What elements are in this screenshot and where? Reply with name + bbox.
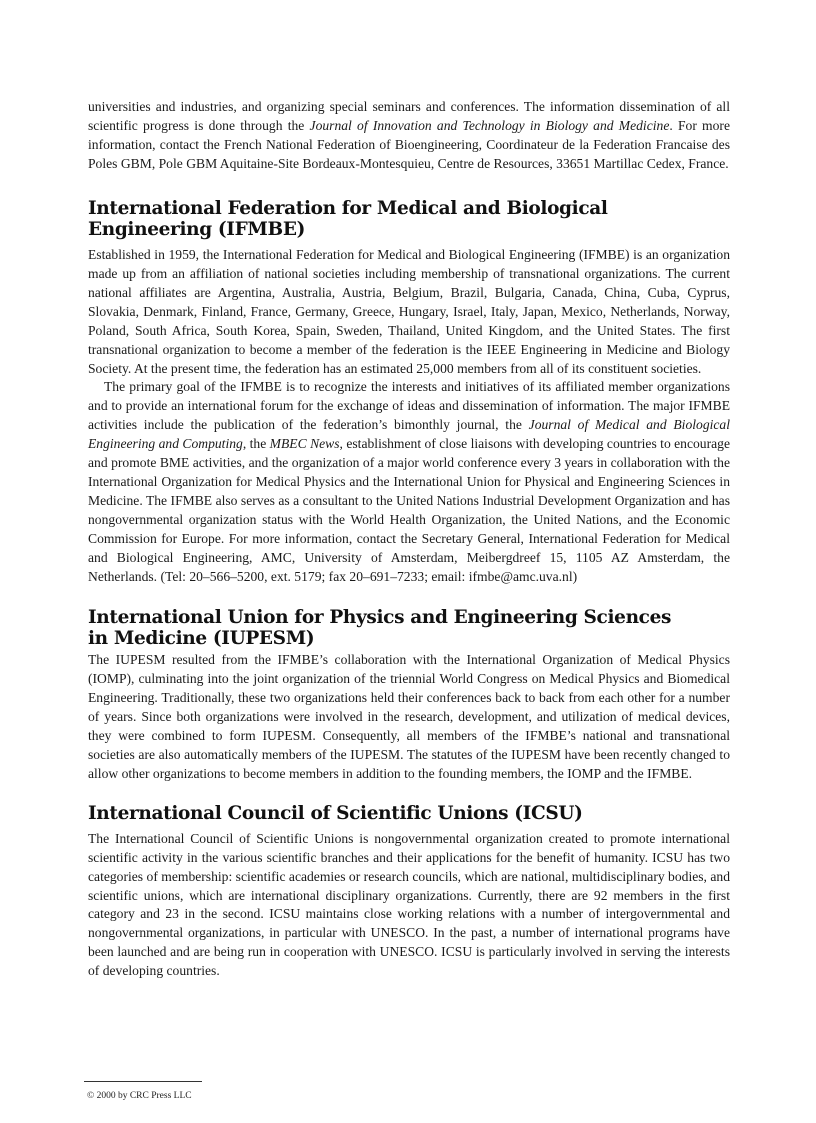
page-content xyxy=(88,98,730,981)
iupesm-paragraph-1: The IUPESM resulted from the IFMBE’s collaboration with the International Organization of Medical Physics (IOMP), culminating into the joint organization of the triennial World Congress on Medical Physics and Biomedical Engineering. Traditionally, these two organizations held their conferences back to back from each other for a number of years. Since both organizations were involved in the research, development, and utilization of medical devices, they were combined to form IUPESM. Consequently, all members of the IFMBE’s national and transnational societies are also automatically members of the IUPESM. The statutes of the IUPESM have been recently changed to allow other organizations to become members in addition to the founding members, the IOMP and the IFMBE. xyxy=(88,651,730,781)
icsu-paragraph-1: The International Council of Scientific Unions is nongovernmental organization created to promote international scientific activity in the various scientific branches and their applications for the benefit of humanity. ICSU has two categories of membership: scientific academies or research councils, which are national, multidisciplinary bodies, and scientific unions, which are international disciplinary organizations. Currently, there are 92 members in the first category and 23 in the second. ICSU maintains close working relations with a number of intergovernmental and nongovernmental organizations, in particular with UNESCO. In the past, a number of international programs have been launched and are being run in cooperation with UNESCO. ICSU is particularly involved in serving the interests of developing countries. xyxy=(88,830,730,979)
intro-paragraph: universities and industries, and organizing special seminars and conferences. The information dissemination of all scientific progress is done through the Journal of Innovation and Technology in Biology and Medicine. For more information, contact the French National Federation of Bioengineering, Coordinateur de la Federation Francaise des Poles GBM, Pole GBM Aquitaine-Site Bordeaux-Montesquieu, Centre de Resources, 33651 Martillac Cedex, France. xyxy=(88,99,730,171)
section-heading-iupesm: International Union for Physics and Engineering Sciences in Medicine (IUPESM) xyxy=(88,606,672,649)
newsletter-title: MBEC News xyxy=(269,436,340,452)
section-heading-ifmbe: International Federation for Medical and Biological Engineering (IFMBE) xyxy=(88,197,608,240)
copyright-notice: © 2000 by CRC Press LLC xyxy=(87,1091,192,1101)
journal-title: Journal of Medical and Biological Engineering and Computing xyxy=(88,417,730,452)
ifmbe-paragraph-2: The primary goal of the IFMBE is to recognize the interests and initiatives of its affiliated member organizations and to provide an international forum for the exchange of ideas and dissemination of information. The major IFMBE activities include the publication of the federation’s bimonthly journal, the Journal of Medical and Biological Engineering and Computing, the MBEC News, establishment of close liaisons with developing countries to encourage and promote BME activities, and the organization of a major world conference every 3 years in collaboration with the International Organization for Medical Physics and the International Union for Physical and Engineering Sciences in Medicine. The IFMBE also serves as a consultant to the United Nations Industrial Development Organization and has nongovernmental organization status with the World Health Organization, the United Nations, and the Economic Commission for Europe. For more information, contact the Secretary General, International Federation for Medical and Biological Engineering, AMC, University of Amsterdam, Meibergdreef 15, 1105 AZ Amsterdam, the Netherlands. (Tel: 20–566–5200, ext. 5179; fax 20–691–7233; email: ifmbe@amc.uva.nl) xyxy=(88,379,730,585)
section-heading-icsu: International Council of Scientific Unions (ICSU) xyxy=(88,802,583,824)
journal-title: Journal of Innovation and Technology in Biology and Medicine xyxy=(309,117,670,133)
footer-divider xyxy=(84,1081,202,1082)
ifmbe-paragraph-1: Established in 1959, the International Federation for Medical and Biological Engineering (IFMBE) is an organization made up from an affiliation of national societies including membership of transnational organizations. The current national affiliates are Argentina, Australia, Austria, Belgium, Brazil, Bulgaria, Canada, China, Cuba, Cyprus, Slovakia, Denmark, Finland, France, Germany, Greece, Hungary, Israel, Italy, Japan, Mexico, Netherlands, Norway, Poland, South Africa, South Korea, Spain, Sweden, Thailand, United Kingdom, and the United States. The first transnational organization to become a member of the federation is the IEEE Engineering in Medicine and Biology Society. At the present time, the federation has an estimated 25,000 members from all of its constituent societies. xyxy=(88,246,730,376)
